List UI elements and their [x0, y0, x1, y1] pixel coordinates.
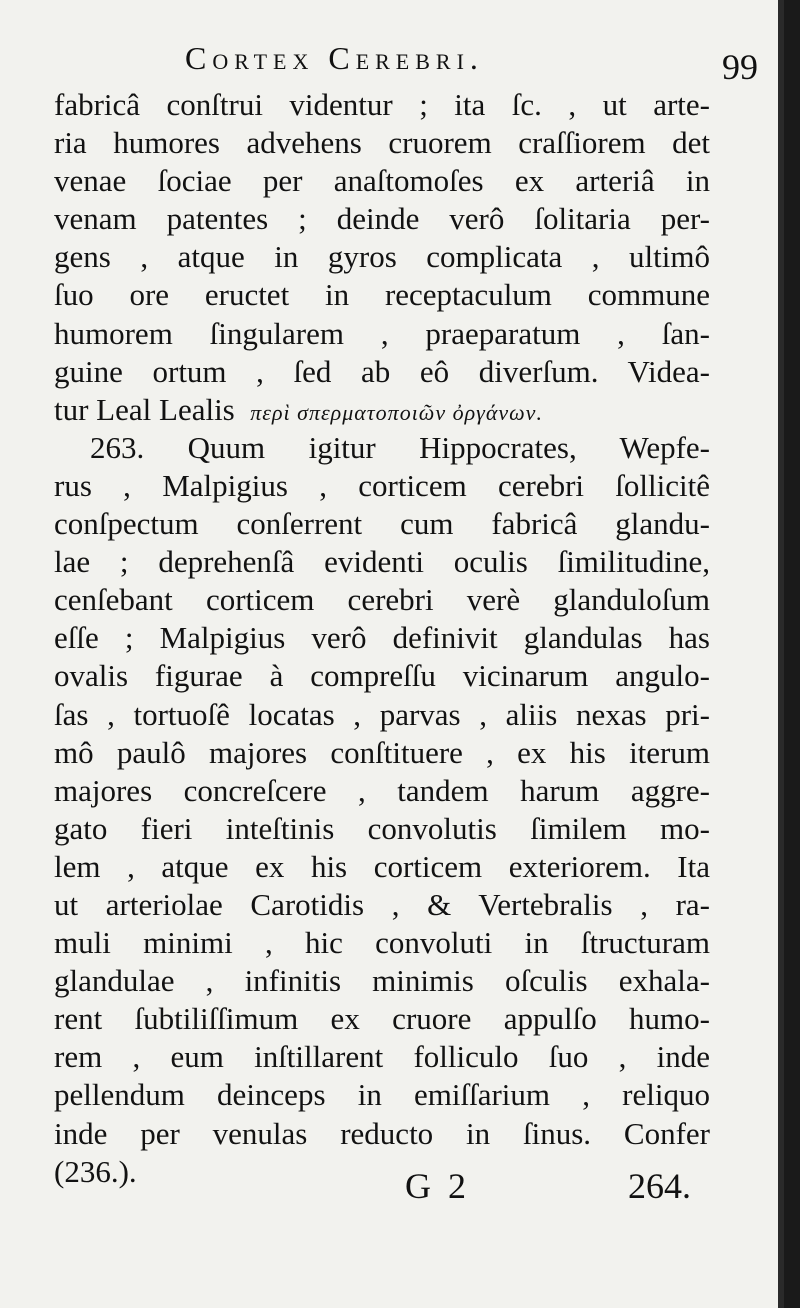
paragraph-263-line: rem , eum inſtillarent folliculo ſuo , inde	[54, 1039, 710, 1075]
paragraph-263-line: ovalis figurae à compreſſu vicinarum angulo-	[54, 658, 710, 694]
signature-mark: G 2	[405, 1166, 470, 1206]
running-head: Cortex Cerebri.	[185, 40, 484, 76]
text-line: ſuo ore eructet in receptaculum commune	[54, 277, 710, 313]
text-line: fabricâ conſtrui videntur ; ita ſc. , ut arte-	[54, 87, 710, 122]
text-line-with-greek	[54, 391, 710, 429]
text-line: guine ortum , ſed ab eô diverſum. Videa-	[54, 353, 710, 389]
text-line: gens , atque in gyros complicata , ultimô	[54, 239, 710, 275]
page-number: 99	[722, 47, 758, 87]
paragraph-263-line: (236.).	[54, 1153, 137, 1189]
paragraph-263-line: muli minimi , hic convoluti in ſtructuram	[54, 925, 710, 961]
text-line: venae ſociae per anaſtomoſes ex arteriâ in	[54, 163, 710, 199]
paragraph-263-line: rus , Malpigius , corticem cerebri ſollicitê	[54, 467, 710, 503]
paragraph-263-line: lae ; deprehenſâ evidenti oculis ſimilitudine,	[54, 544, 710, 580]
text-line: venam patentes ; deinde verô ſolitaria per-	[54, 201, 710, 237]
paragraph-263-line: ſas , tortuoſê locatas , parvas , aliis nexas pri-	[54, 696, 710, 732]
paragraph-263-line: pellendum deinceps in emiſſarium , reliquo	[54, 1077, 710, 1113]
text-line: ria humores advehens cruorem craſſiorem det	[54, 125, 710, 161]
paragraph-263-line: eſſe ; Malpigius verô definivit glandulas has	[54, 620, 710, 656]
paragraph-263-line: majores concreſcere , tandem harum aggre-	[54, 772, 710, 808]
paragraph-263-line: 263. Quum igitur Hippocrates, Wepfe-	[90, 429, 710, 465]
greek-phrase: περὶ σπερματοποιῶν ὀργάνων.	[250, 399, 543, 425]
paragraph-263-line: rent ſubtiliſſimum ex cruore appulſo humo-	[54, 1001, 710, 1037]
paragraph-263-line: lem , atque ex his corticem exteriorem. Ita	[54, 848, 710, 884]
paragraph-263-line: glandulae , infinitis minimis oſculis exhala-	[54, 963, 710, 999]
paragraph-263-line: gato fieri inteſtinis convolutis ſimilem mo-	[54, 810, 710, 846]
text-line: humorem ſingularem , praeparatum , ſan-	[54, 315, 710, 351]
catchword: 264.	[628, 1166, 691, 1206]
paragraph-263-line: mô paulô majores conſtituere , ex his iterum	[54, 734, 710, 770]
paragraph-263-line: inde per venulas reducto in ſinus. Confer	[54, 1115, 710, 1151]
paragraph-263-line: conſpectum conſerrent cum fabricâ glandu-	[54, 506, 710, 542]
body-text	[54, 86, 710, 1191]
page-header	[185, 40, 758, 88]
paragraph-263-line: ut arteriolae Carotidis , & Vertebralis , ra-	[54, 886, 710, 922]
paragraph-263-line: cenſebant corticem cerebri verè glanduloſum	[54, 582, 710, 618]
citation-author: tur Leal Lealis	[54, 391, 235, 427]
